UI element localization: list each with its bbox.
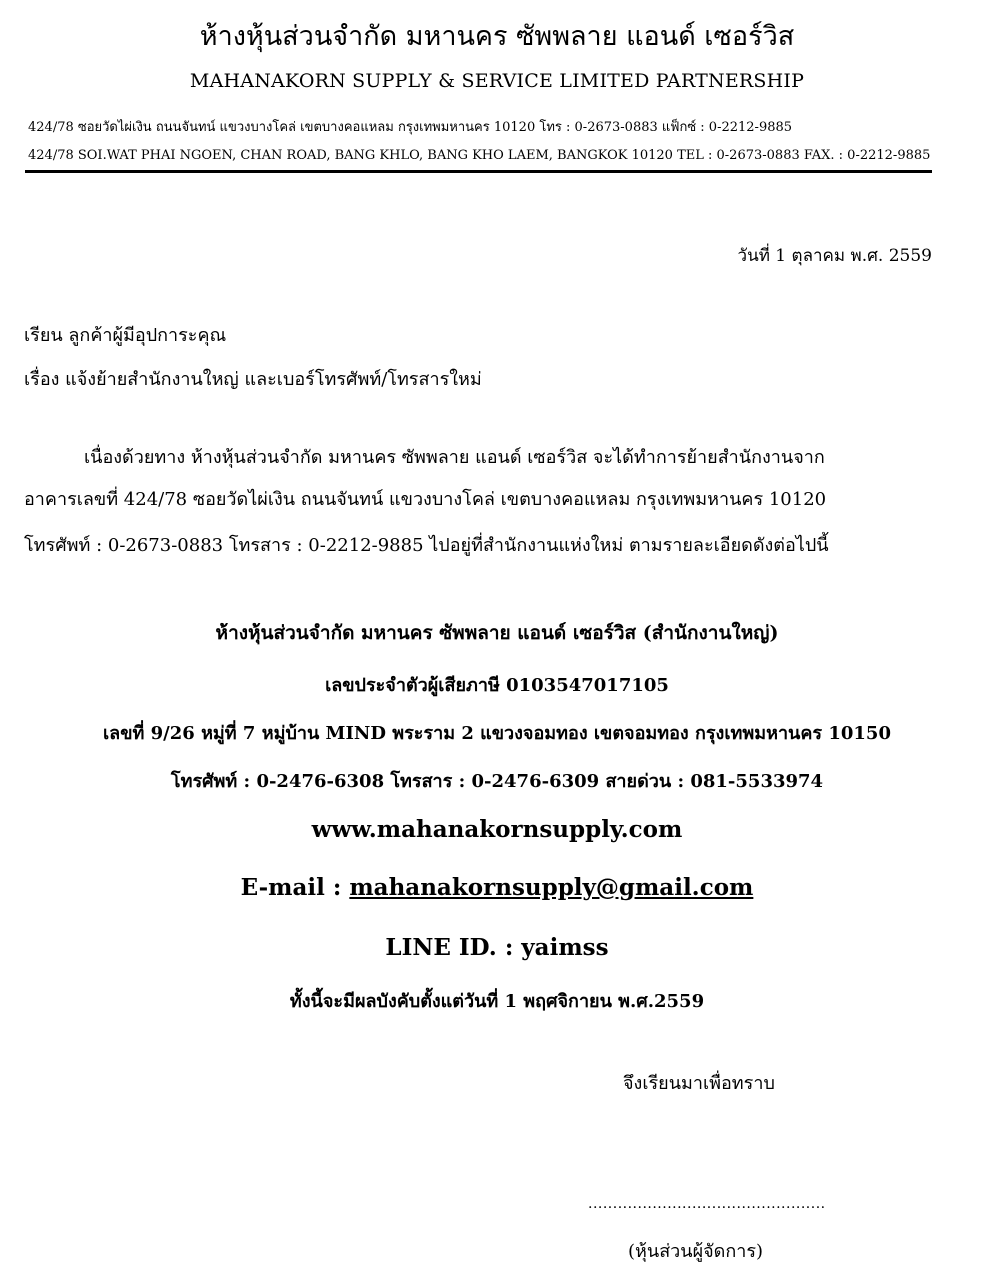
letterhead-divider xyxy=(25,170,932,173)
email-link[interactable]: mahanakornsupply@gmail.com xyxy=(349,874,754,901)
email-line xyxy=(0,874,994,901)
signature-line: ................................................ xyxy=(588,1196,826,1212)
website-link[interactable]: www.mahanakornsupply.com xyxy=(311,816,683,843)
letterhead-address-thai: 424/78 ซอยวัดไผ่เงิน ถนนจันทน์ แขวงบางโคล่ เขตบางคอแหลม กรุงเทพมหานคร 10120 โทร : 0-2673-0883 แฟ็กซ์ : 0-2212-9885 xyxy=(28,120,793,135)
body-line-2: อาคารเลขที่ 424/78 ซอยวัดไผ่เงิน ถนนจันทน์ แขวงบางโคล่ เขตบางคอแหลม กรุงเทพมหานคร 10120 xyxy=(24,489,827,510)
new-office-address: เลขที่ 9/26 หมู่ที่ 7 หมู่บ้าน MIND พระราม 2 แขวงจอมทอง เขตจอมทอง กรุงเทพมหานคร 10150 xyxy=(103,723,891,744)
new-office-name: ห้างหุ้นส่วนจำกัด มหานคร ซัพพลาย แอนด์ เซอร์วิส (สำนักงานใหญ่) xyxy=(215,622,779,644)
subject-line: เรื่อง แจ้งย้ายสำนักงานใหญ่ และเบอร์โทรศัพท์/โทรสารใหม่ xyxy=(24,369,482,390)
salutation: เรียน ลูกค้าผู้มีอุปการะคุณ xyxy=(24,325,227,346)
signer-title: (หุ้นส่วนผู้จัดการ) xyxy=(628,1241,764,1262)
new-office-phones: โทรศัพท์ : 0-2476-6308 โทรสาร : 0-2476-6309 สายด่วน : 081-5533974 xyxy=(170,771,824,792)
letterhead-address-english: 424/78 SOI.WAT PHAI NGOEN, CHAN ROAD, BANG KHLO, BANG KHO LAEM, BANGKOK 10120 TEL : 0-2673-0883 FAX. : 0-2212-9885 xyxy=(28,148,931,163)
body-line-3: โทรศัพท์ : 0-2673-0883 โทรสาร : 0-2212-9885 ไปอยู่ที่สำนักงานแห่งใหม่ ตามรายละเอียดดังต่อไปนี้ xyxy=(24,535,829,556)
email-label: E-mail : xyxy=(240,874,350,901)
tax-id: เลขประจำตัวผู้เสียภาษี 0103547017105 xyxy=(325,675,669,696)
company-name-thai: ห้างหุ้นส่วนจำกัด มหานคร ซัพพลาย แอนด์ เซอร์วิส xyxy=(199,21,795,52)
body-line-1: เนื่องด้วยทาง ห้างหุ้นส่วนจำกัด มหานคร ซัพพลาย แอนด์ เซอร์วิส จะได้ทำการย้ายสำนักงานจาก xyxy=(84,447,825,468)
letter-date: วันที่ 1 ตุลาคม พ.ศ. 2559 xyxy=(737,246,932,266)
effective-date-note: ทั้งนี้จะมีผลบังคับตั้งแต่วันที่ 1 พฤศจิกายน พ.ศ.2559 xyxy=(289,991,705,1012)
company-name-english: MAHANAKORN SUPPLY & SERVICE LIMITED PARTNERSHIP xyxy=(189,70,805,92)
closing-text: จึงเรียนมาเพื่อทราบ xyxy=(623,1073,775,1094)
line-id: LINE ID. : yaimss xyxy=(385,934,609,961)
